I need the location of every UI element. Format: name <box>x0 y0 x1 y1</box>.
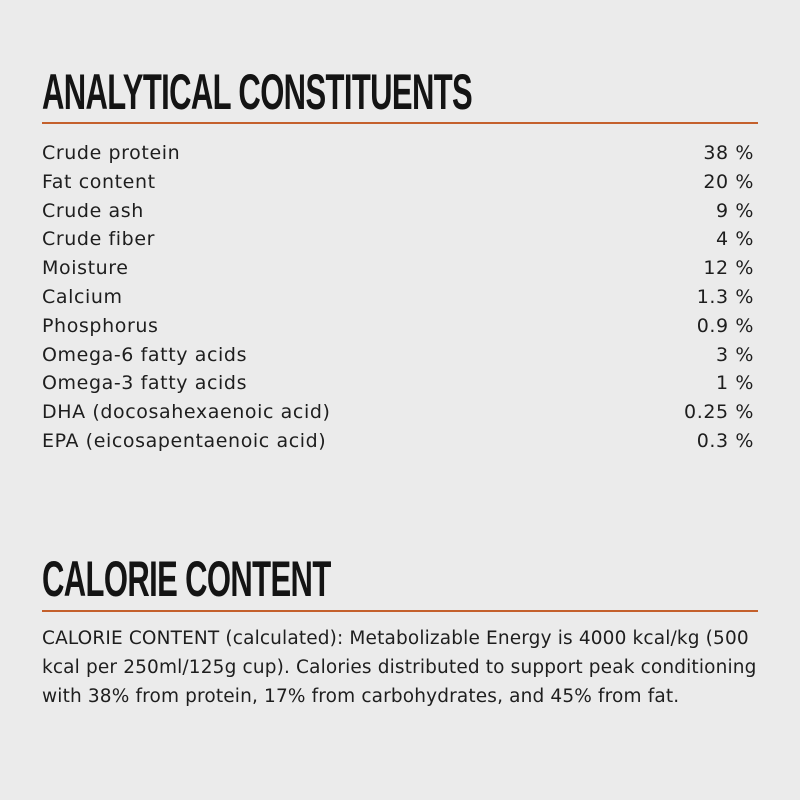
constituent-value: 9 % <box>716 199 754 222</box>
calorie-content-section <box>42 551 758 711</box>
constituent-value: 0.3 % <box>696 429 754 452</box>
list-item <box>42 225 758 254</box>
analytical-constituents-section <box>42 64 758 456</box>
constituent-value: 3 % <box>716 343 754 366</box>
section-divider <box>42 122 758 124</box>
calorie-content-text: CALORIE CONTENT (calculated): Metabolizable Energy is 4000 kcal/kg (500 kcal per 250ml/125g cup). Calories distributed to support peak conditioning with 38% from protein, 17% from carbohydrates, and 45% from fat. <box>42 628 757 707</box>
list-item <box>42 254 758 283</box>
calorie-content-heading: CALORIE CONTENT <box>42 551 331 607</box>
constituents-list <box>42 139 758 456</box>
constituent-value: 38 % <box>703 142 754 164</box>
list-item <box>42 427 758 456</box>
constituent-value: 1.3 % <box>696 285 754 308</box>
constituent-label: DHA (docosahexaenoic acid) <box>42 401 331 424</box>
constituent-label: Crude ash <box>42 199 144 222</box>
list-item <box>42 398 758 427</box>
list-item <box>42 197 758 226</box>
list-item <box>42 369 758 398</box>
section-divider <box>42 610 758 612</box>
constituent-label: Crude fiber <box>42 228 156 251</box>
constituent-label: Moisture <box>42 257 129 280</box>
constituent-value: 20 % <box>703 170 754 193</box>
list-item <box>42 283 758 312</box>
constituent-label: Calcium <box>42 285 123 308</box>
analytical-constituents-heading: ANALYTICAL CONSTITUENTS <box>42 64 473 120</box>
constituent-value: 1 % <box>716 372 754 395</box>
list-item <box>42 168 758 197</box>
constituent-value: 4 % <box>716 228 754 251</box>
constituent-value: 0.9 % <box>696 314 754 337</box>
constituent-label: Omega-6 fatty acids <box>42 343 248 366</box>
constituent-value: 12 % <box>703 257 754 280</box>
list-item <box>42 341 758 370</box>
constituent-label: Crude protein <box>42 142 181 164</box>
list-item <box>42 139 758 168</box>
constituent-label: EPA (eicosapentaenoic acid) <box>42 429 327 452</box>
constituent-label: Fat content <box>42 170 156 193</box>
constituent-label: Omega-3 fatty acids <box>42 372 248 395</box>
constituent-value: 0.25 % <box>684 401 754 424</box>
list-item <box>42 312 758 341</box>
constituent-label: Phosphorus <box>42 314 159 337</box>
